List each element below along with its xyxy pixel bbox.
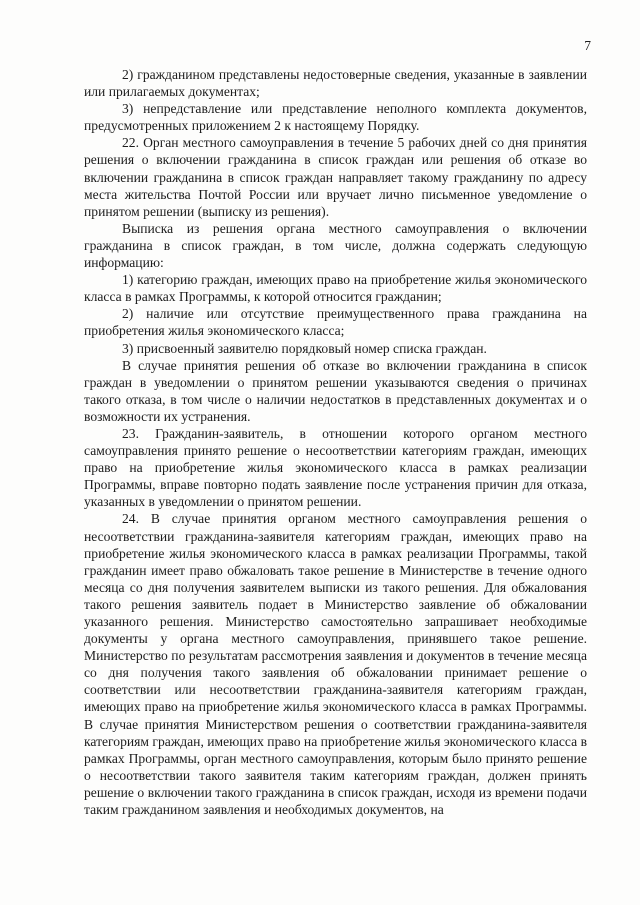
paragraph-23-reapply: 23. Гражданин-заявитель, в отношении которого органом местного самоуправления принято решение о несоответствии категориям граждан, имеющих право на приобретение жилья экономического класса в рамках реализации Программы, вправе повторно подать заявление после устранения причин для отказа, указанных в уведомлении о принятом решении.: [84, 425, 587, 510]
paragraph-24-appeal: 24. В случае принятия органом местного самоуправления решения о несоответствии гражданина-заявителя категориям граждан, имеющих право на приобретение жилья экономического класса в рамках реализации Программы, такой гражданин имеет право обжаловать такое решение в Министерстве в течение одного месяца со дня получения заявителем выписки из такого решения. Для обжалования такого решения заявитель подает в Министерство заявление об обжаловании указанного решения. Министерство самостоятельно запрашивает необходимые документы у органа местного самоуправления, принявшего такое решение. Министерство по результатам рассмотрения заявления и документов в течение месяца со дня получения такого заявления об обжаловании принимает решение о соответствии или несоответствии гражданина-заявителя категориям граждан, имеющих право на приобретение жилья экономического класса в рамках Программы. В случае принятия Министерством решения о соответствии гражданина-заявителя категориям граждан, имеющих право на приобретение жилья экономического класса в рамках Программы, орган местного самоуправления, которым было принято решение о несоответствии такого заявителя таким категориям граждан, должен принять решение о включении такого гражданина в список граждан, исходя из времени подачи таким гражданином заявления и необходимых документов, на: [84, 511, 587, 818]
list-item-3-sequence-number: 3) присвоенный заявителю порядковый номер списка граждан.: [122, 340, 487, 356]
paragraph-3-incomplete-docs: 3) непредставление или представление неполного комплекта документов, предусмотренных приложением 2 к настоящему Порядку.: [84, 101, 587, 134]
list-item-1-category: 1) категорию граждан, имеющих право на приобретение жилья экономического класса в рамках Программы, к которой относится гражданин;: [84, 272, 587, 305]
paragraph-extract-content: Выписка из решения органа местного самоуправления о включении гражданина в список граждан, в том числе, должна содержать следующую информацию:: [84, 220, 587, 271]
page-number: 7: [584, 38, 591, 53]
document-body: [84, 66, 587, 818]
paragraph-22-notification: 22. Орган местного самоуправления в течение 5 рабочих дней со дня принятия решения о включении гражданина в список граждан или решения об отказе во включении гражданина в список граждан направляет такому гражданину по адресу места жительства Почтой России или вручает лично письменное уведомление о принятом решении (выписку из решения).: [84, 135, 587, 219]
paragraph-2-false-info: 2) гражданином представлены недостоверные сведения, указанные в заявлении или прилагаемых документах;: [84, 67, 587, 100]
paragraph-refusal-reasons: В случае принятия решения об отказе во включении гражданина в список граждан в уведомлении о принятом решении указываются сведения о причинах такого отказа, в том числе о наличии недостатков в представленных документах и о возможности их устранения.: [84, 357, 587, 424]
list-item-2-priority-right: 2) наличие или отсутствие преимущественного права гражданина на приобретения жилья экономического класса;: [84, 306, 587, 339]
